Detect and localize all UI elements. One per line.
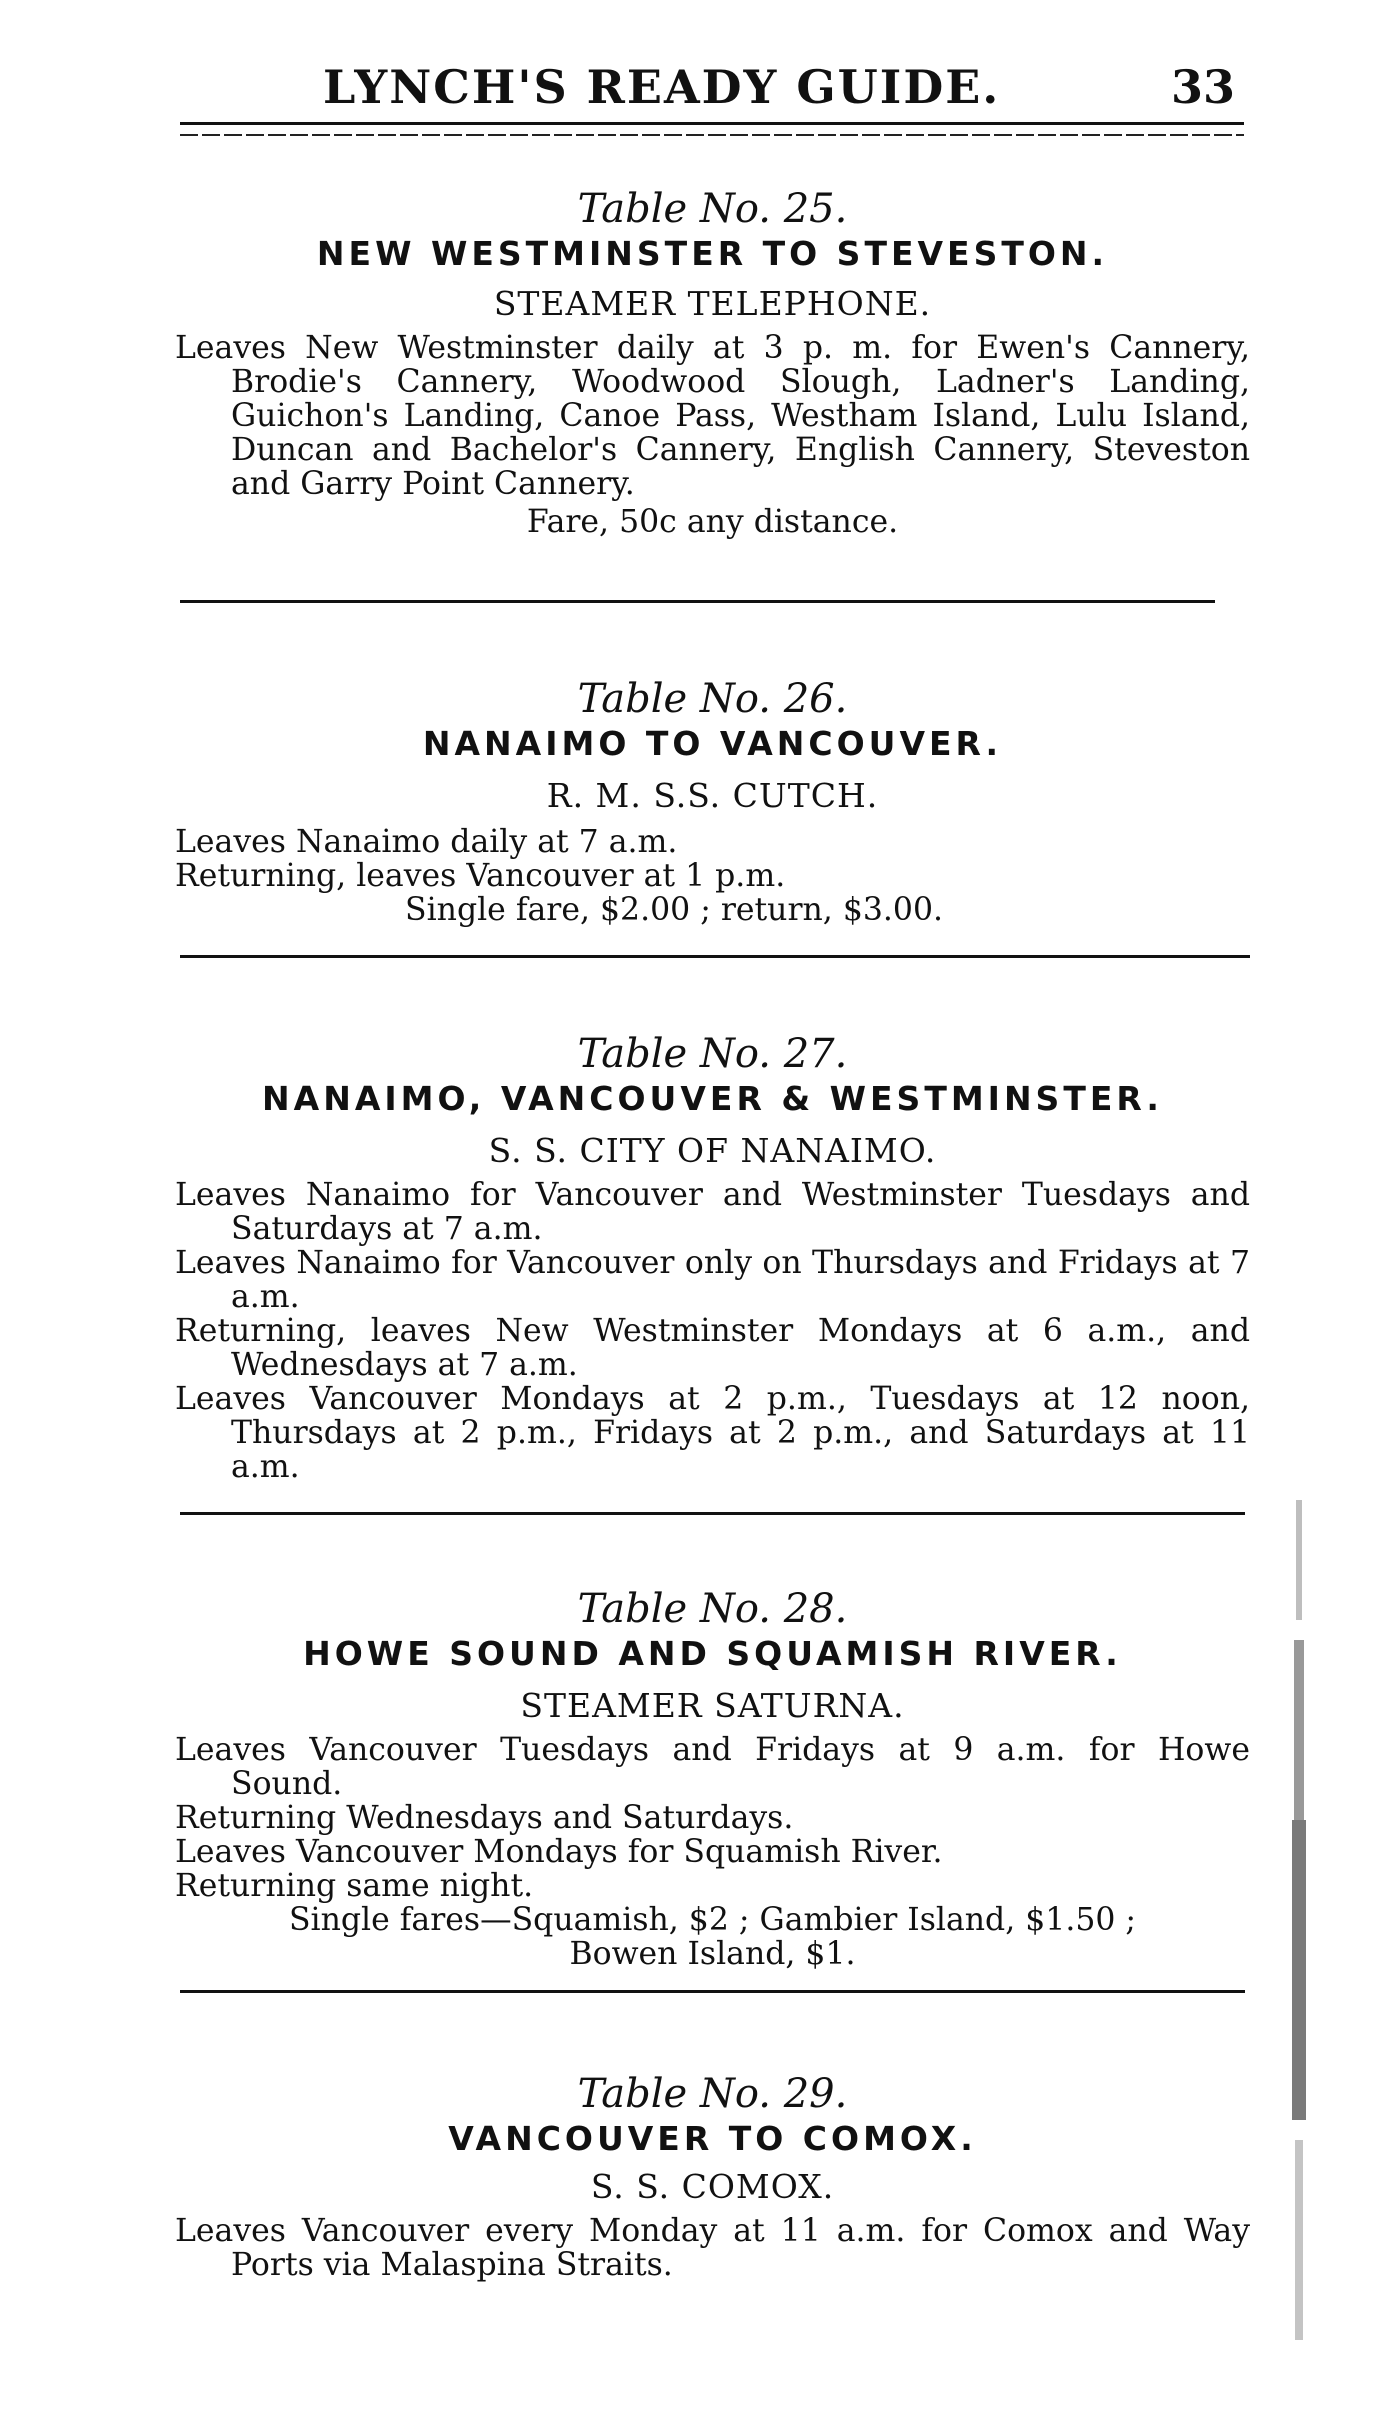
- section-divider: [180, 1512, 1245, 1515]
- schedule-entry: Leaves Vancouver every Monday at 11 a.m. for Comox and Way Ports via Malaspina Straits.: [175, 2213, 1250, 2283]
- section-divider: [180, 1990, 1245, 1993]
- route-title: VANCOUVER TO COMOX.: [448, 2119, 977, 2158]
- header-rule-dashed: [180, 134, 1244, 136]
- fare-text: Single fares—Squamish, $2 ; Gambier Island, $1.50 ;: [288, 1902, 1137, 1938]
- page-number: 33: [1170, 60, 1235, 114]
- route-title: NANAIMO, VANCOUVER & WESTMINSTER.: [262, 1079, 1163, 1118]
- vessel-name: STEAMER SATURNA.: [520, 1686, 905, 1725]
- section-divider: [180, 955, 1250, 958]
- table-number: Table No. 27.: [577, 1031, 848, 1077]
- table-number: Table No. 26.: [577, 676, 848, 722]
- route-title: NEW WESTMINSTER TO STEVESTON.: [316, 234, 1109, 273]
- page-title: LYNCH'S READY GUIDE.: [323, 60, 1001, 114]
- fare-text: Single fare, $2.00 ; return, $3.00.: [405, 892, 944, 928]
- route-title: HOWE SOUND AND SQUAMISH RIVER.: [303, 1634, 1122, 1673]
- schedule-entry: Leaves New Westminster daily at 3 p. m. for Ewen's Cannery, Brodie's Cannery, Woodwood Slough, Ladner's Landing, Guichon's Landing, Canoe Pass, Westham Island, Lulu Island, Duncan and Bachelor's Cannery, English Cannery, Steveston and Garry Point Cannery.: [175, 330, 1250, 502]
- schedule-entry: Returning, leaves New Westminster Mondays at 6 a.m., and Wednesdays at 7 a.m.: [175, 1313, 1250, 1383]
- timetable-section-27: [175, 1030, 1250, 1484]
- schedule-entry: Returning, leaves Vancouver at 1 p.m.: [175, 858, 786, 894]
- schedule-entry: Returning same night.: [175, 1868, 534, 1904]
- timetable-section-28: [175, 1585, 1250, 1971]
- table-number: Table No. 28.: [577, 1586, 848, 1632]
- page-header: [175, 60, 1245, 122]
- schedule-entry: Leaves Vancouver Mondays at 2 p.m., Tuesdays at 12 noon, Thursdays at 2 p.m., Fridays at 2 p.m., and Saturdays at 11 a.m.: [175, 1381, 1250, 1485]
- schedule-entry: Leaves Nanaimo daily at 7 a.m.: [175, 824, 678, 860]
- vessel-name: S. S. CITY OF NANAIMO.: [488, 1131, 937, 1170]
- vessel-name: R. M. S.S. CUTCH.: [546, 776, 879, 815]
- route-title: NANAIMO TO VANCOUVER.: [422, 724, 1003, 763]
- timetable-section-25: [175, 185, 1250, 539]
- header-rule: [180, 122, 1244, 125]
- fare-text: Fare, 50c any distance.: [526, 504, 899, 540]
- table-number: Table No. 25.: [577, 186, 848, 232]
- timetable-section-29: [175, 2070, 1250, 2282]
- scan-edge-speckle: [1290, 1500, 1312, 2380]
- schedule-entry: Leaves Vancouver Mondays for Squamish River.: [175, 1834, 943, 1870]
- schedule-entry: Leaves Nanaimo for Vancouver and Westminster Tuesdays and Saturdays at 7 a.m.: [175, 1177, 1250, 1247]
- schedule-entry: Leaves Nanaimo for Vancouver only on Thursdays and Fridays at 7 a.m.: [175, 1245, 1250, 1315]
- timetable-section-26: [175, 675, 1250, 927]
- schedule-entry: Returning Wednesdays and Saturdays.: [175, 1800, 794, 1836]
- schedule-entry: Leaves Vancouver Tuesdays and Fridays at 9 a.m. for Howe Sound.: [175, 1732, 1250, 1802]
- table-number: Table No. 29.: [577, 2071, 848, 2117]
- vessel-name: STEAMER TELEPHONE.: [493, 284, 932, 323]
- vessel-name: S. S. COMOX.: [590, 2167, 835, 2206]
- fare-text: Bowen Island, $1.: [569, 1936, 856, 1972]
- section-divider: [180, 600, 1215, 603]
